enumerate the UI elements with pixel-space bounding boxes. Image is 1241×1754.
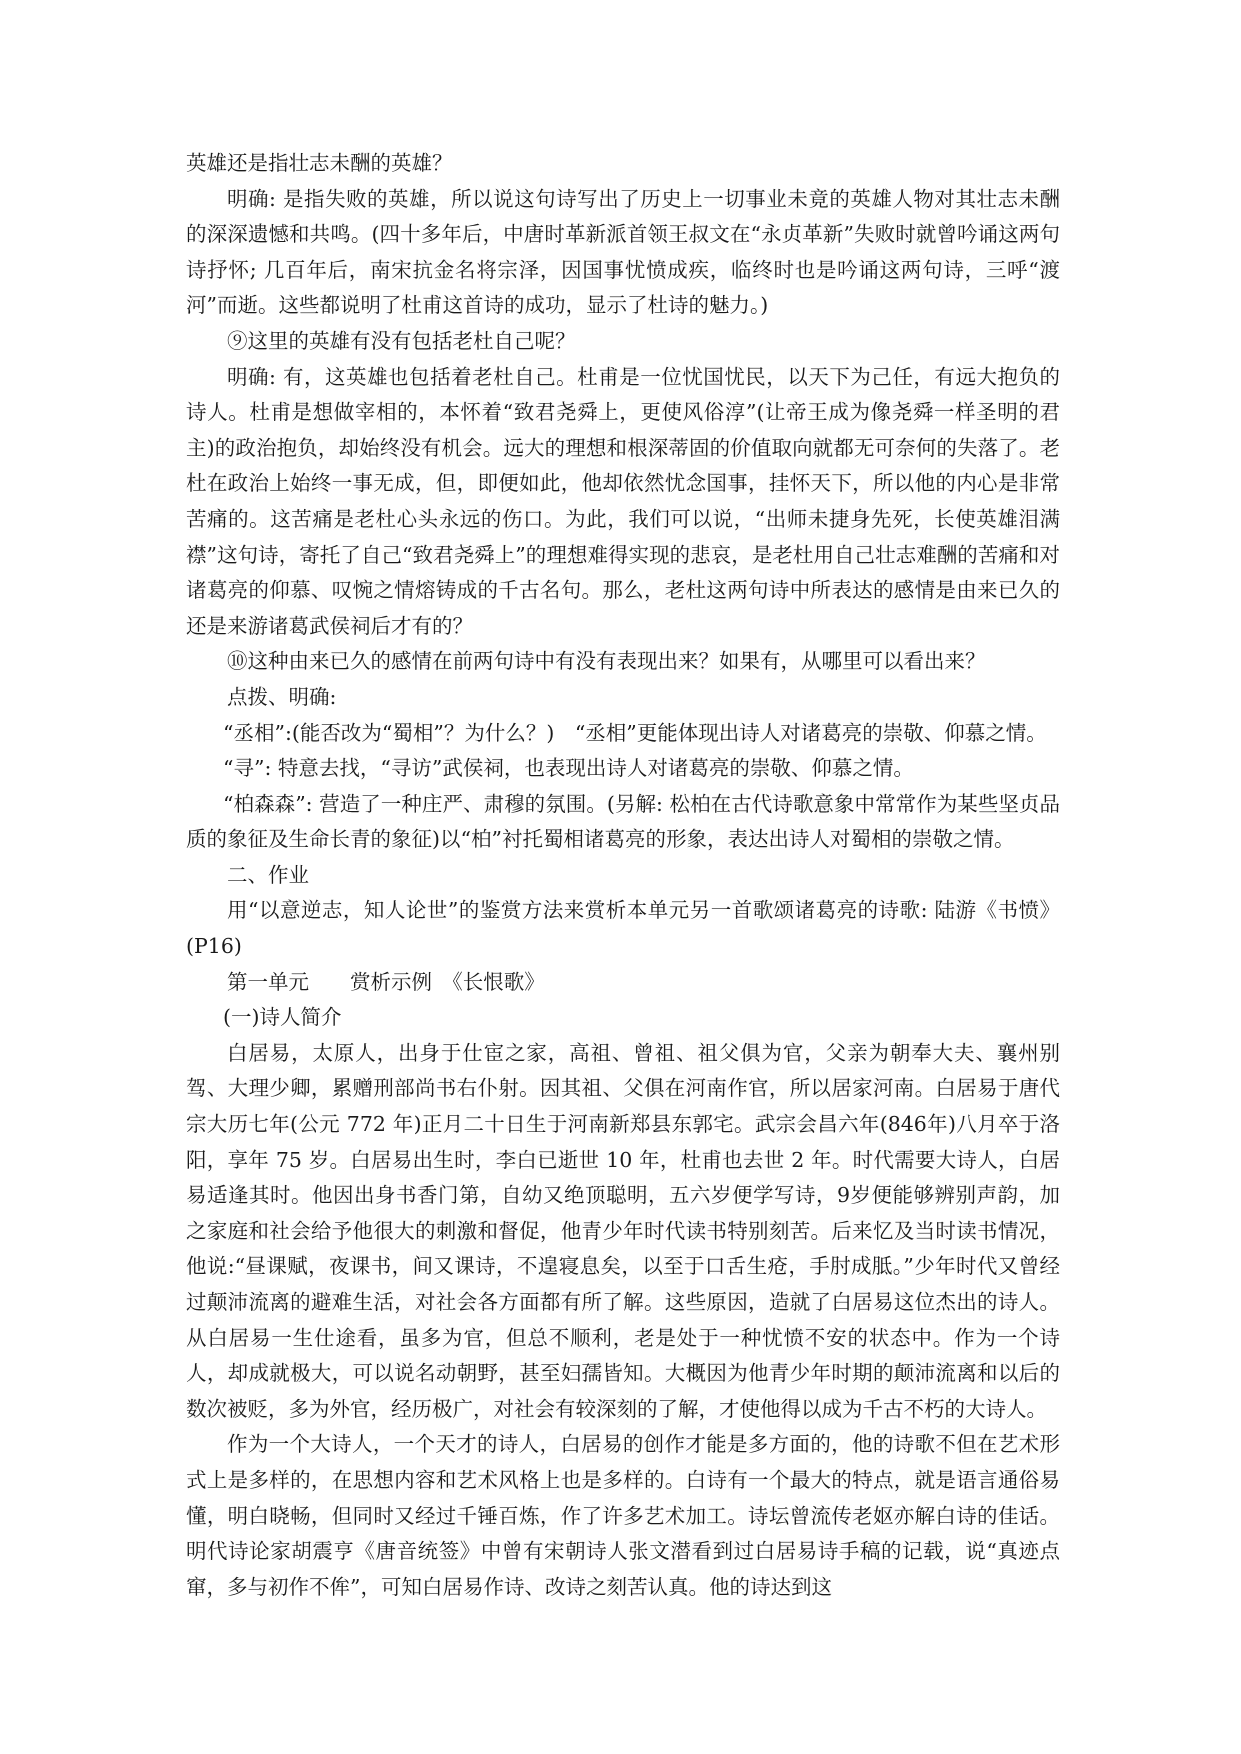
paragraph: ⑨这里的英雄有没有包括老杜自己呢？ — [227, 328, 576, 353]
section-heading: 第一单元 赏析示例 《长恨歌》 — [227, 969, 545, 994]
paragraph: 明确: 有，这英雄也包括着老杜自己。杜甫是一位忧国忧民，以天下为己任，有远大抱负的诗人。杜甫是想做宰相的，本怀着“致君尧舜上，更使风俗淳”(让帝王成为像尧舜一样圣明的君主)的政治抱负，却始终没有机会。远大的理想和根深蒂固的价值取向就都无可奈何的失落了。老杜在政治上始终一事无成，但，即便如此，他却依然忧念国事，挂怀天下，所以他的内心是非常苦痛的。这苦痛是老杜心头永远的伤口。为此，我们可以说，“出师未捷身先死，长使英雄泪满襟”这句诗，寄托了自己“致君尧舜上”的理想难得实现的悲哀，是老杜用自己壮志难酬的苦痛和对诸葛亮的仰慕、叹惋之情熔铸成的千古名句。那么，老杜这两句诗中所表达的感情是由来已久的还是来游诸葛武侯祠后才有的？ — [186, 364, 1060, 638]
paragraph: 作为一个大诗人，一个天才的诗人，白居易的创作才能是多方面的，他的诗歌不但在艺术形式上是多样的，在思想内容和艺术风格上也是多样的。白诗有一个最大的特点，就是语言通俗易懂，明白晓畅，但同时又经过千锤百炼，作了许多艺术加工。诗坛曾流传老妪亦解白诗的佳话。明代诗论家胡震亨《唐音统签》中曾有宋朝诗人张文潜看到过白居易诗手稿的记载，说“真迹点窜，多与初作不侔”，可知白居易作诗、改诗之刻苦认真。他的诗达到这 — [186, 1432, 1060, 1599]
paragraph: 英雄还是指壮志未酬的英雄？ — [186, 151, 453, 175]
paragraph: 白居易，太原人，出身于仕宦之家，高祖、曾祖、祖父俱为官，父亲为朝奉大夫、襄州别驾、大理少卿，累赠刑部尚书右仆射。因其祖、父俱在河南作官，所以居家河南。白居易于唐代宗大历七年(公元 772 年)正月二十日生于河南新郑县东郭宅。武宗会昌六年(846年)八月卒于洛阳，享年 75 岁。白居易出生时，李白已逝世 10 年，杜甫也去世 2 年。时代需要大诗人，白居易适逢其时。他因出身书香门第，自幼又绝顶聪明，五六岁便学写诗，9岁便能够辨别声韵，加之家庭和社会给予他很大的刺激和督促，他青少年时代读书特别刻苦。后来忆及当时读书情况，他说:“昼课赋，夜课书，间又课诗，不遑寝息矣，以至于口舌生疮，手肘成胝。”少年时代又曾经过颠沛流离的避难生活，对社会各方面都有所了解。这些原因，造就了白居易这位杰出的诗人。从白居易一生仕途看，虽多为官，但总不顺利，老是处于一种忧愤不安的状态中。作为一个诗人，却成就极大，可以说名动朝野，甚至妇孺皆知。大概因为他青少年时期的颠沛流离和以后的数次被贬，多为外官，经历极广，对社会有较深刻的了解，才使他得以成为千古不朽的大诗人。 — [186, 1040, 1060, 1421]
paragraph: ⑩这种由来已久的感情在前两句诗中有没有表现出来？如果有，从哪里可以看出来？ — [227, 649, 986, 674]
section-heading: (一)诗人简介 — [223, 1005, 342, 1030]
document-page — [186, 146, 1060, 1605]
paragraph: “丞相”:(能否改为“蜀相”？为什么？) “丞相”更能体现出诗人对诸葛亮的崇敬、仰慕之情。 — [223, 720, 1047, 745]
paragraph: 用“以意逆志，知人论世”的鉴赏方法来赏析本单元另一首歌颂诸葛亮的诗歌: 陆游《书愤》(P16) — [186, 898, 1060, 959]
paragraph: 明确: 是指失败的英雄，所以说这句诗写出了历史上一切事业未竟的英雄人物对其壮志未酬的深深遗憾和共鸣。(四十多年后，中唐时革新派首领王叔文在“永贞革新”失败时就曾吟诵这两句诗抒怀; 几百年后，南宋抗金名将宗泽，因国事忧愤成疾，临终时也是吟诵这两句诗，三呼“渡河”而逝。这些都说明了杜甫这首诗的成功，显示了杜诗的魅力。) — [186, 186, 1060, 318]
paragraph: “柏森森”: 营造了一种庄严、肃穆的氛围。(另解: 松柏在古代诗歌意象中常常作为某些坚贞品质的象征及生命长青的象征)以“柏”衬托蜀相诸葛亮的形象，表达出诗人对蜀相的崇敬之情。 — [186, 791, 1060, 852]
paragraph: “寻”: 特意去找，“寻访”武侯祠，也表现出诗人对诸葛亮的崇敬、仰慕之情。 — [223, 756, 914, 781]
paragraph: 点拨、明确: — [227, 684, 337, 709]
section-heading: 二、作业 — [227, 862, 309, 887]
